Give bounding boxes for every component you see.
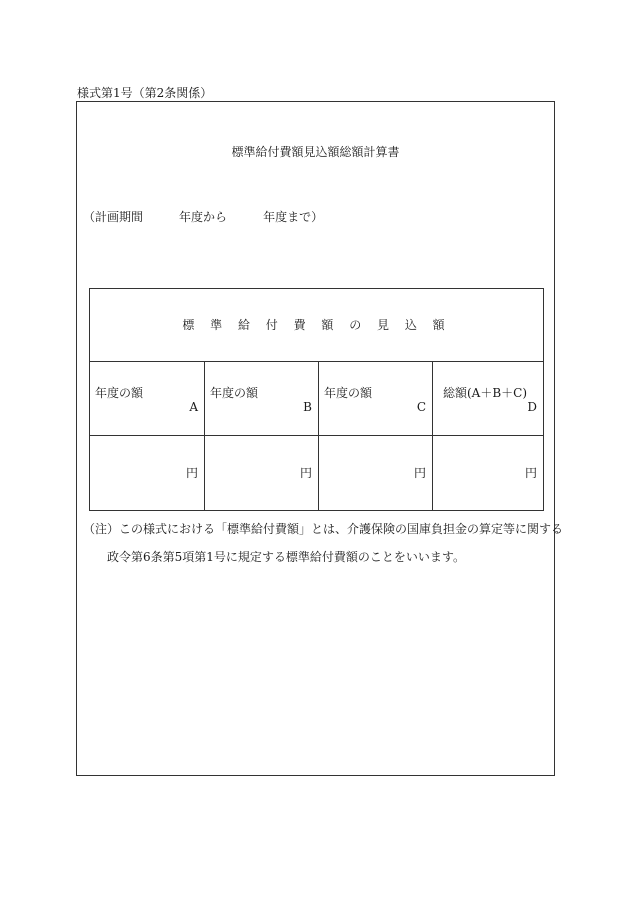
yen-unit-cell: 円 (185, 466, 198, 480)
document-frame (76, 101, 564, 776)
form-number-label: 様式第1号（第2条関係） (77, 86, 213, 100)
column-header-cell (205, 362, 318, 436)
column-header-cell (90, 362, 204, 436)
estimate-column-c (318, 362, 432, 510)
column-letter: C (416, 400, 426, 414)
estimate-column-a (90, 362, 204, 510)
column-label: 総額(A＋B＋C) (442, 386, 527, 400)
column-label: 年度の額 (324, 386, 373, 400)
yen-unit-cell: 円 (413, 466, 426, 480)
plan-period-line (83, 208, 323, 225)
column-letter: B (303, 400, 312, 414)
estimate-table-header: 標 準 給 付 費 額 の 見 込 額 (90, 289, 543, 362)
column-letter: D (527, 400, 537, 414)
plan-period-from: 年度から (179, 210, 228, 224)
note-mark: （注） (83, 522, 120, 536)
yen-unit-cell: 円 (299, 466, 312, 480)
column-label: 年度の額 (210, 386, 259, 400)
note-line-1 (83, 520, 563, 537)
column-header-cell (433, 362, 543, 436)
document-title: 標準給付費額見込額総額計算書 (231, 145, 400, 159)
plan-period-prefix: （計画期間 (83, 210, 144, 224)
estimate-table (89, 288, 544, 511)
plan-period-to: 年度まで） (263, 210, 324, 224)
yen-unit-cell: 円 (524, 466, 537, 480)
column-header-cell (319, 362, 432, 436)
estimate-column-total (432, 362, 543, 510)
estimate-column-b (204, 362, 318, 510)
column-letter: A (189, 400, 198, 414)
note-line-2: 政令第6条第5項第1号に規定する標準給付費額のことをいいます。 (107, 550, 465, 564)
note-text-1: この様式における「標準給付費額」とは、介護保険の国庫負担金の算定等に関する (119, 522, 564, 536)
column-label: 年度の額 (95, 386, 144, 400)
